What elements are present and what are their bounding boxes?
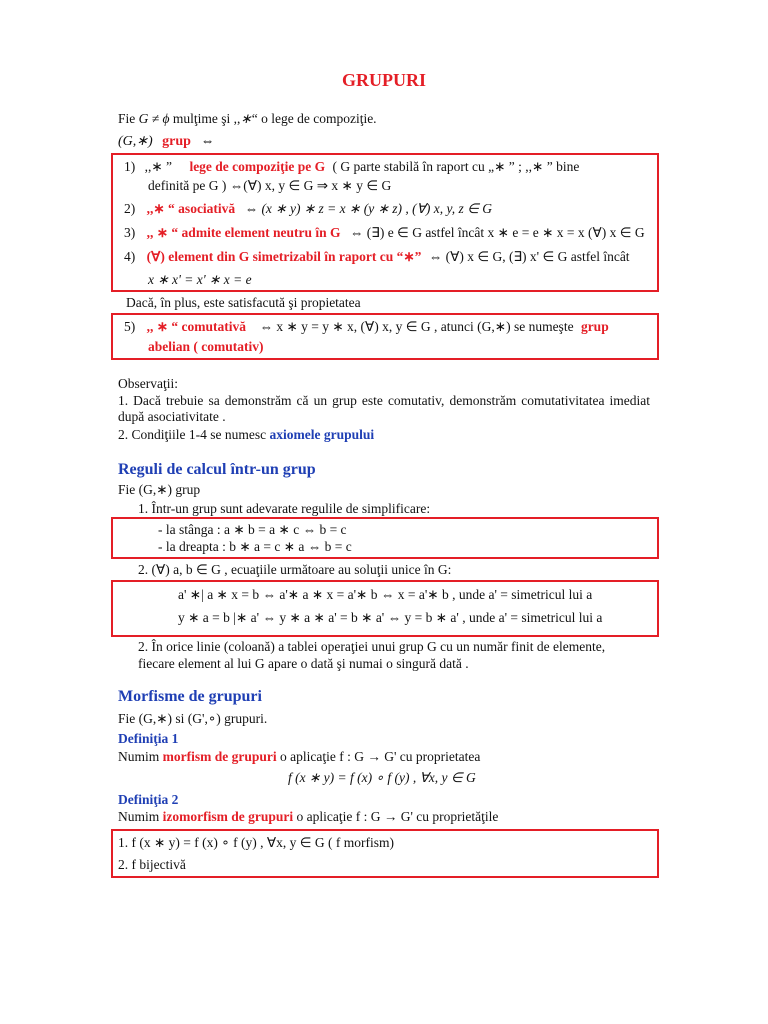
intro-math: G ≠ ϕ [138,111,170,126]
reguli-item-2: 2. (∀) a, b ∈ G , ecuaţiile următoare au soluţii unice în G: [138,562,452,577]
group-notation: (G,∗) [118,134,153,149]
axiom-2-title: ,,∗ “ asociativă [146,201,236,216]
intro-mid: mulţime şi ,, [169,111,241,126]
commutative-title: ,, ∗ “ comutativă [146,319,247,334]
axiom-1-number: 1) [124,159,136,174]
definition-1-formula: f (x ∗ y) = f (x) ∘ f (y) , ∀x, y ∈ G [288,770,476,785]
definition-1-heading: Definiţia 1 [118,731,179,746]
section-heading-reguli: Reguli de calcul într-un grup [118,461,316,478]
group-definition-line [118,133,214,150]
intro-pre: Fie [118,111,139,126]
extra-property-line: Dacă, în plus, este satisfacută şi propietatea [126,295,361,310]
reguli-item-1: 1. Într-un grup sunt adevarate regulile de simplificare: [138,501,431,516]
definition-2-post: o aplicaţie f : G → G' cu proprietăţile [293,809,499,824]
observation-2 [118,427,374,443]
axiom-2 [124,201,492,217]
equivalence-arrow: ⇔ [200,134,215,149]
commutative-line [124,319,609,335]
intro-star: ∗ [240,111,252,126]
definition-1-post: o aplicaţie f : G → G' cu proprietatea [276,749,481,764]
morfisme-fie: Fie (G,∗) si (G',∘) grupuri. [118,711,268,726]
section-heading-morfisme: Morfisme de grupuri [118,688,262,705]
definition-2-text [118,809,498,825]
axiom-3 [124,225,645,241]
rule-right: - la dreapta : b ∗ a = c ∗ a ⇔ b = c [158,539,352,554]
axiom-4-formula: ⇔ (∀) x ∈ G, (∃) x' ∈ G astfel încât [428,249,630,264]
commutative-formula: ⇔ x ∗ y = y ∗ x, (∀) x, y ∈ G , atunci (G,∗) se numeşte [259,319,574,334]
intro-post: “ o lege de compoziţie. [251,111,377,126]
axiom-3-formula: ⇔ (∃) e ∈ G astfel încât x ∗ e = e ∗ x = x (∀) x ∈ G [349,225,645,240]
equation-left: a' ∗| a ∗ x = b ⇔ a'∗ a ∗ x = a'∗ b ⇔ x = a'∗ b , unde a' = simetricul lui a [178,587,593,602]
reguli-item-3-line2: fiecare element al lui G apare o dată şi numai o singură dată . [138,656,469,671]
axiom-4-line2: x ∗ x' = x' ∗ x = e [148,272,252,287]
commutative-grup-word: grup [580,319,609,334]
axiom-1-text: ( G parte stabilă în raport cu „∗ ” ; ,,∗ ” bine [332,159,580,174]
rule-left: - la stânga : a ∗ b = a ∗ c ⇔ b = c [158,522,347,537]
observation-2-highlight: axiomele grupului [269,427,375,442]
axiom-3-number: 3) [124,225,136,240]
axiom-1 [124,159,579,175]
definition-1-term: morfism de grupuri [162,749,277,764]
axiom-3-title: ,, ∗ “ admite element neutru în G [146,225,341,240]
definition-2-pre: Numim [118,809,163,824]
axiom-2-formula: ⇔ (x ∗ y) ∗ z = x ∗ (y ∗ z) , (∀) x, y, z ∈ G [244,201,492,216]
equation-right: y ∗ a = b |∗ a' ⇔ y ∗ a ∗ a' = b ∗ a' ⇔ y = b ∗ a' , unde a' = simetricul lui a [178,610,603,625]
observation-2-text: 2. Condiţiile 1-4 se numesc [118,427,270,442]
reguli-item-3-line1: 2. În orice linie (coloană) a tablei operaţiei unui grup G cu un număr finit de elemente, [138,639,606,654]
isomorphism-condition-2: 2. f bijectivă [118,857,186,872]
observation-1: 1. Dacă trebuie sa demonstrăm că un grup este comutativ, demonstrăm comutativitatea imediat după asociativitate . [118,393,650,424]
axiom-1-prefix: ,,∗ ” [144,159,173,174]
definition-1-text [118,749,480,765]
axiom-4 [124,249,630,265]
isomorphism-condition-1: 1. f (x ∗ y) = f (x) ∘ f (y) , ∀x, y ∈ G ( f morfism) [118,835,394,850]
axiom-1-title: lege de compoziţie pe G [189,159,326,174]
axiom-4-title: (∀) element din G simetrizabil în raport cu “∗” [146,249,422,264]
axiom-4-number: 4) [124,249,136,264]
commutative-line2: abelian ( comutativ) [148,339,264,354]
observations-heading: Observaţii: [118,376,178,391]
axiom-2-number: 2) [124,201,136,216]
group-word: grup [162,134,191,149]
definition-2-term: izomorfism de grupuri [162,809,294,824]
definition-2-heading: Definiţia 2 [118,792,179,807]
definition-1-pre: Numim [118,749,163,764]
intro-line [118,111,377,127]
reguli-fie: Fie (G,∗) grup [118,482,201,497]
page-title: GRUPURI [342,70,426,90]
commutative-number: 5) [124,319,136,334]
axiom-1-line2: definită pe G ) ⇔(∀) x, y ∈ G ⇒ x ∗ y ∈ G [148,178,392,193]
